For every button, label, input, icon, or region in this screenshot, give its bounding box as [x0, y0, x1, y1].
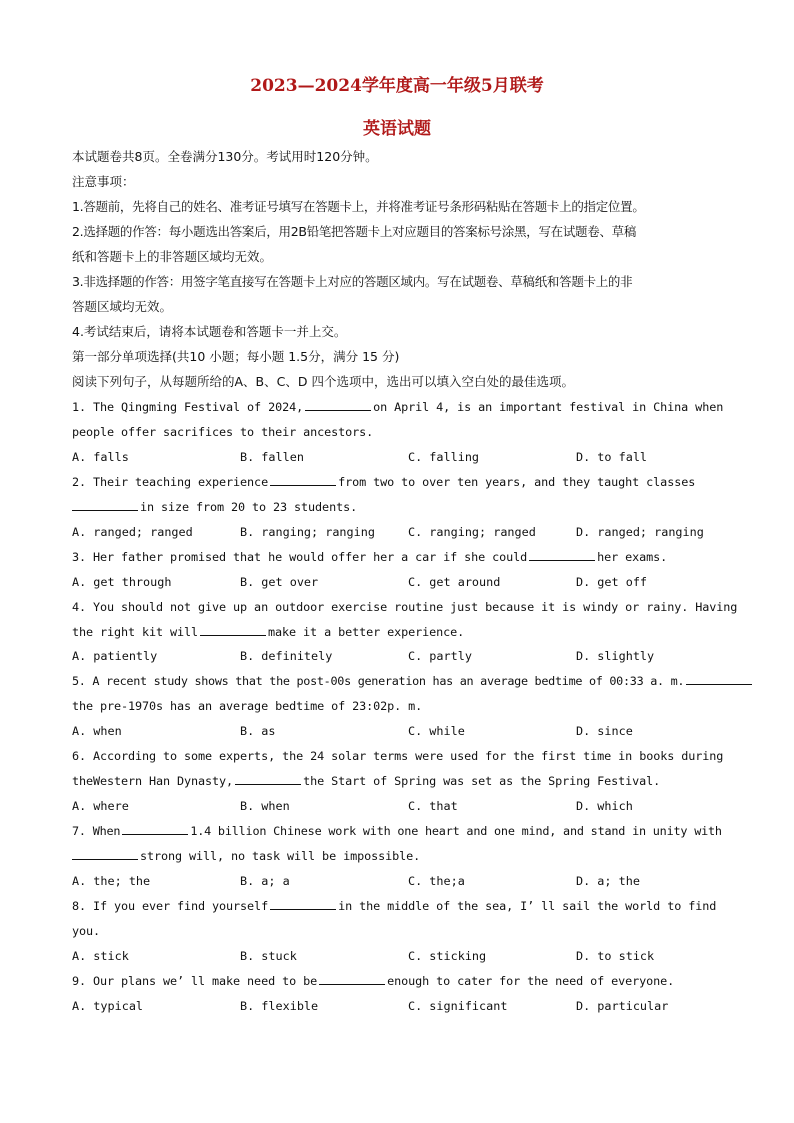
question-6-option-d: D. which [576, 799, 633, 813]
question-8-option-d: D. to stick [576, 949, 655, 963]
question-5-option-b: B. as [240, 724, 276, 738]
question-7-line-2: strong will, no task will be impossible. [72, 847, 724, 865]
notice-item-1: 1.答题前，先将自己的姓名、准考证号填写在答题卡上，并将准考证号条形码粘贴在答题卡上的指定位置。 [72, 199, 645, 214]
question-2-option-b: B. ranging; ranging [240, 525, 375, 539]
question-8-option-a: A. stick [72, 949, 129, 963]
question-1-option-c: C. falling [408, 450, 480, 464]
question-4-line-1: 4. You should not give up an outdoor exercise routine just because it is windy or rainy. Having [72, 600, 738, 614]
question-3-option-d: D. get off [576, 575, 648, 589]
question-5-option-c: C. while [408, 724, 465, 738]
question-3-option-a: A. get through [72, 575, 172, 589]
question-4-option-d: D. slightly [576, 649, 655, 663]
question-4-line-2: the right kit will make it a better experience. [72, 625, 465, 639]
notice-item-3-cont: 答题区域均无效。 [72, 299, 173, 314]
question-2-line-1: 2. Their teaching experience from two to over ten years, and they taught classes [72, 475, 696, 489]
notice-item-2-cont: 纸和答题卡上的非答题区域均无效。 [72, 249, 273, 264]
question-7-option-b: B. a; a [240, 874, 290, 888]
answer-blank [529, 548, 595, 561]
answer-blank [270, 897, 336, 910]
answer-blank [319, 972, 385, 985]
question-5-option-d: D. since [576, 724, 633, 738]
question-9-option-a: A. typical [72, 999, 144, 1013]
notice-item-4: 4.考试结束后，请将本试题卷和答题卡一并上交。 [72, 324, 347, 339]
intro-text: 本试题卷共8页。全卷满分130分。考试用时120分钟。 [72, 149, 378, 164]
answer-blank [235, 772, 301, 785]
answer-blank [72, 847, 138, 860]
question-8-option-c: C. sticking [408, 949, 487, 963]
answer-blank [270, 473, 336, 486]
question-2-option-c: C. ranging; ranged [408, 525, 536, 539]
notice-heading: 注意事项： [72, 174, 135, 189]
answer-blank [305, 398, 371, 411]
question-7-option-c: C. the;a [408, 874, 465, 888]
section-heading: 第一部分单项选择(共10 小题；每小题 1.5分，满分 15 分) [72, 349, 400, 364]
question-7-option-d: D. a; the [576, 874, 640, 888]
page-title: 2023—2024学年度高一年级5月联考 [250, 76, 544, 96]
page-subtitle: 英语试题 [363, 119, 431, 139]
question-8-line-2: you. [72, 924, 101, 938]
question-1-option-b: B. fallen [240, 450, 304, 464]
answer-blank [200, 623, 266, 636]
question-3-option-b: B. get over [240, 575, 319, 589]
question-1-line-2: people offer sacrifices to their ancestors. [72, 425, 374, 439]
question-8-line-1: 8. If you ever find yourself in the middle of the sea, I’ ll sail the world to find [72, 899, 717, 913]
question-1-line-1: 1. The Qingming Festival of 2024, on April 4, is an important festival in China when [72, 400, 724, 414]
question-9-option-d: D. particular [576, 999, 669, 1013]
question-2-line-2: in size from 20 to 23 students. [72, 498, 724, 516]
answer-blank [122, 822, 188, 835]
question-6-option-a: A. where [72, 799, 129, 813]
question-4-option-a: A. patiently [72, 649, 158, 663]
question-5-option-a: A. when [72, 724, 122, 738]
question-2-option-a: A. ranged; ranged [72, 525, 193, 539]
question-6-option-c: C. that [408, 799, 458, 813]
question-3-option-c: C. get around [408, 575, 501, 589]
question-9-line-1: 9. Our plans we’ ll make need to be enough to cater for the need of everyone. [72, 974, 675, 988]
section-directions: 阅读下列句子，从每题所给的A、B、C、D 四个选项中，选出可以填入空白处的最佳选项。 [72, 374, 574, 389]
question-5-line-1: 5. A recent study shows that the post-00s generation has an average bedtime of 00:33 a. m. [72, 672, 724, 690]
question-7-option-a: A. the; the [72, 874, 151, 888]
notice-item-2: 2.选择题的作答：每小题选出答案后，用2B铅笔把答题卡上对应题目的答案标号涂黑，写在试题卷、草稿 [72, 224, 637, 239]
question-2-option-d: D. ranged; ranging [576, 525, 704, 539]
question-4-option-c: C. partly [408, 649, 472, 663]
notice-item-3: 3.非选择题的作答：用签字笔直接写在答题卡上对应的答题区域内。写在试题卷、草稿纸和答题卡上的非 [72, 274, 633, 289]
answer-blank [72, 498, 138, 511]
question-4-option-b: B. definitely [240, 649, 333, 663]
question-7-line-1: 7. When 1.4 billion Chinese work with one heart and one mind, and stand in unity with [72, 824, 722, 838]
question-9-option-c: C. significant [408, 999, 508, 1013]
question-6-option-b: B. when [240, 799, 290, 813]
question-6-line-1: 6. According to some experts, the 24 solar terms were used for the first time in books during [72, 749, 724, 763]
question-1-option-a: A. falls [72, 450, 129, 464]
question-5-line-2: the pre-1970s has an average bedtime of 23:02p. m. [72, 699, 423, 713]
question-9-option-b: B. flexible [240, 999, 319, 1013]
question-3-line-1: 3. Her father promised that he would offer her a car if she could her exams. [72, 550, 668, 564]
answer-blank [686, 672, 752, 685]
question-1-option-d: D. to fall [576, 450, 648, 464]
question-8-option-b: B. stuck [240, 949, 297, 963]
question-6-line-2: theWestern Han Dynasty, the Start of Spring was set as the Spring Festival. [72, 774, 661, 788]
